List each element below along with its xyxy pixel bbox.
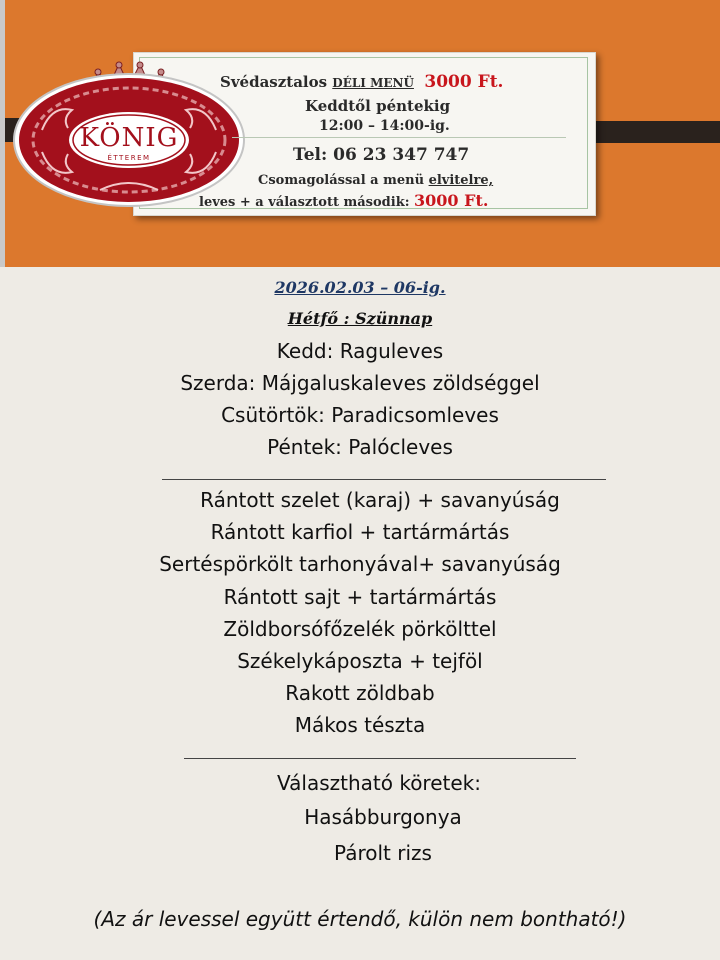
phone-number: Tel: 06 23 347 747: [293, 145, 470, 165]
main-item: Sertéspörkölt tarhonyával+ savanyúság: [159, 552, 561, 576]
main-item: Rántott sajt + tartármártás: [223, 585, 497, 609]
logo-subtitle: ÉTTEREM: [107, 154, 151, 162]
date-range-row: [0, 278, 720, 297]
menu-price: 3000 Ft.: [424, 72, 504, 92]
main-item: Mákos tészta: [294, 713, 426, 737]
buffet-menu-line: [220, 72, 503, 92]
footer-note: (Az ár levessel együtt értendő, külön nem bontható!): [93, 907, 627, 931]
main-item: Rántott karfiol + tartármártás: [210, 520, 510, 544]
takeaway-prefix: Csomagolással a menü: [258, 173, 429, 188]
main-item: Rakott zöldbab: [285, 681, 435, 705]
takeaway-line-1: [258, 173, 493, 188]
monday-closed: Hétfő : Szünnap: [287, 309, 433, 328]
decor-bar-right: [578, 121, 720, 143]
section-divider: [162, 479, 606, 480]
open-hours: 12:00 – 14:00-ig.: [319, 118, 450, 134]
takeaway-line-2: [199, 191, 488, 210]
buffet-label: Svédasztalos: [220, 73, 333, 91]
takeaway-price: 3000 Ft.: [414, 191, 489, 210]
takeaway-word: elvitelre,: [428, 173, 494, 188]
soup-item: Csütörtök: Paradicsomleves: [221, 403, 499, 427]
main-item: Rántott szelet (karaj) + savanyúság: [200, 488, 560, 512]
open-days: Keddtől péntekig: [305, 97, 451, 115]
section-divider: [184, 758, 576, 759]
daily-menu-label: DÉLI MENÜ: [332, 76, 414, 90]
date-range: 2026.02.03 – 06-ig.: [274, 278, 446, 297]
konig-logo: [12, 60, 246, 208]
soup-item: Péntek: Palócleves: [267, 435, 453, 459]
soup-item: Szerda: Májgaluskaleves zöldséggel: [180, 371, 540, 395]
sides-title: Választható köretek:: [277, 771, 481, 795]
main-item: Zöldborsófőzelék pörkölttel: [223, 617, 497, 641]
main-item: Székelykáposzta + tejföl: [237, 649, 483, 673]
side-item: Párolt rizs: [334, 841, 432, 865]
card-separator: [232, 137, 566, 138]
logo-brand: KÖNIG: [79, 123, 179, 153]
soup-item: Kedd: Raguleves: [276, 339, 444, 363]
takeaway-text: leves + a választott második:: [199, 195, 415, 210]
monday-row: [0, 309, 720, 328]
side-item: Hasábburgonya: [304, 805, 462, 829]
